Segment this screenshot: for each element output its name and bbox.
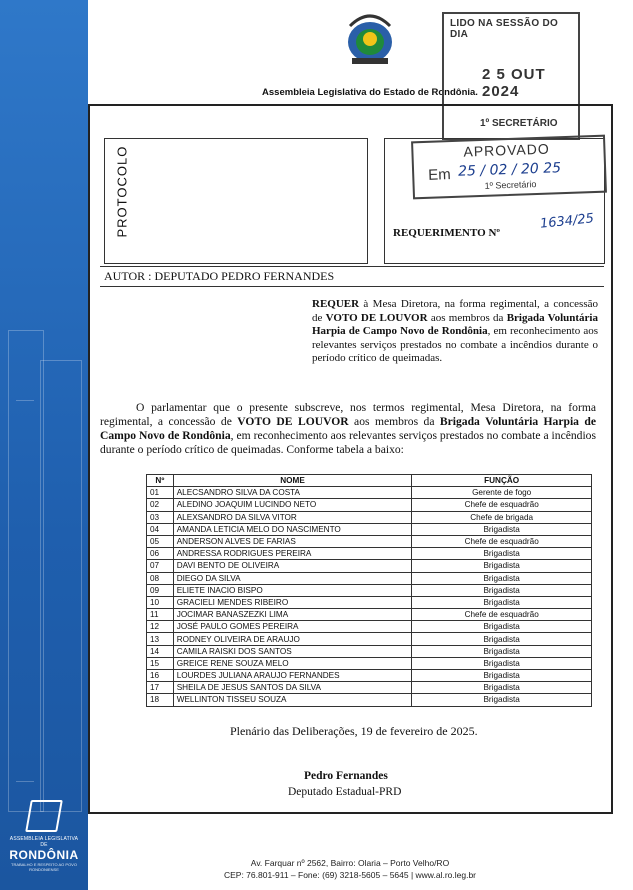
row-function: Chefe de esquadrão — [412, 499, 592, 511]
row-number: 08 — [147, 572, 174, 584]
row-function: Brigadista — [412, 596, 592, 608]
table-row — [147, 621, 592, 633]
document-frame — [88, 104, 613, 814]
table-row — [147, 572, 592, 584]
row-function: Brigadista — [412, 682, 592, 694]
footer-address: Av. Farquar nº 2562, Bairro: Olaria – Porto Velho/RO — [250, 858, 450, 868]
ale-ro-logo — [6, 800, 82, 872]
building-outline — [16, 400, 34, 782]
row-name: ALEXSANDRO DA SILVA VITOR — [173, 511, 412, 523]
body-paragraph — [100, 401, 596, 457]
row-function: Brigadista — [412, 633, 592, 645]
row-number: 17 — [147, 682, 174, 694]
logo-top-text: ASSEMBLEIA LEGISLATIVA DE — [9, 836, 79, 848]
requer-text-3: , em reconhecimento aos relevantes serviços prestados no combate a incêndios durante o período crítico de queimadas. — [312, 325, 598, 364]
row-name: JOSÉ PAULO GOMES PEREIRA — [173, 621, 412, 633]
aprovado-stamp — [411, 135, 607, 200]
table-row — [147, 487, 592, 499]
table-row — [147, 694, 592, 706]
row-name: DAVI BENTO DE OLIVEIRA — [173, 560, 412, 572]
row-number: 11 — [147, 609, 174, 621]
row-number: 03 — [147, 511, 174, 523]
row-name: LOURDES JULIANA ARAUJO FERNANDES — [173, 670, 412, 682]
state-crest-icon — [340, 6, 400, 68]
requer-lead: REQUER — [312, 298, 360, 310]
body-text-3: , em reconhecimento aos relevantes serviços prestados no combate a incêndios durante o período crítico de queimadas. Conforme tabela a baixo: — [100, 429, 596, 456]
row-number: 12 — [147, 621, 174, 633]
body-voto: VOTO DE LOUVOR — [237, 415, 349, 428]
row-function: Brigadista — [412, 645, 592, 657]
table-row — [147, 682, 592, 694]
table-row — [147, 584, 592, 596]
requer-voto: VOTO DE LOUVOR — [325, 311, 428, 324]
row-name: GRACIELI MENDES RIBEIRO — [173, 596, 412, 608]
row-function: Chefe de brigada — [412, 511, 592, 523]
row-function: Chefe de esquadrão — [412, 609, 592, 621]
table-row — [147, 645, 592, 657]
protocol-label: PROTOCOLO — [114, 145, 130, 238]
row-name: RODNEY OLIVEIRA DE ARAUJO — [173, 633, 412, 645]
table-row — [147, 499, 592, 511]
protocol-box — [104, 138, 368, 264]
table-row — [147, 633, 592, 645]
row-name: DIEGO DA SILVA — [173, 572, 412, 584]
row-name: AMANDA LETICIA MELO DO NASCIMENTO — [173, 523, 412, 535]
row-number: 13 — [147, 633, 174, 645]
logo-tagline: TRABALHO E RESPEITO AO POVO RONDONIENSE — [11, 862, 77, 872]
row-number: 15 — [147, 657, 174, 669]
logo-name: RONDÔNIA — [9, 848, 79, 862]
header-number: Nº — [147, 475, 174, 487]
row-name: ANDERSON ALVES DE FARIAS — [173, 535, 412, 547]
aprovado-prefix: Em — [427, 166, 452, 184]
row-name: ANDRESSA RODRIGUES PEREIRA — [173, 548, 412, 560]
row-number: 18 — [147, 694, 174, 706]
row-number: 09 — [147, 584, 174, 596]
requer-paragraph — [312, 298, 598, 366]
plenario-date: Plenário das Deliberações, 19 de fevereiro de 2025. — [230, 724, 478, 738]
row-number: 07 — [147, 560, 174, 572]
footer-contact: CEP: 76.801-911 – Fone: (69) 3218-5605 – 5645 | www.al.ro.leg.br — [223, 870, 476, 880]
author-line: AUTOR : DEPUTADO PEDRO FERNANDES — [100, 266, 604, 287]
body-text-2: aos membros da — [348, 415, 440, 428]
members-table — [146, 474, 592, 707]
row-name: WELLINTON TISSEU SOUZA — [173, 694, 412, 706]
row-number: 10 — [147, 596, 174, 608]
signature-role: Deputado Estadual-PRD — [288, 786, 402, 798]
body-text-1: O parlamentar que o presente subscreve, nos termos regimental, Mesa Diretora, na forma regimental, a concessão de — [100, 401, 596, 428]
signature-name: Pedro Fernandes — [304, 770, 388, 782]
header-function: FUNÇÃO — [412, 475, 592, 487]
row-name: JOCIMAR BANASZEZKI LIMA — [173, 609, 412, 621]
header-name: NOME — [173, 475, 412, 487]
row-name: SHEILA DE JESUS SANTOS DA SILVA — [173, 682, 412, 694]
row-number: 01 — [147, 487, 174, 499]
table-row — [147, 609, 592, 621]
aprovado-title: APROVADO — [463, 140, 550, 160]
row-function: Brigadista — [412, 670, 592, 682]
ale-building-icon — [25, 800, 63, 832]
row-name: ALEDINO JOAQUIM LUCINDO NETO — [173, 499, 412, 511]
body-brigada: Brigada Voluntária Harpia de Campo Novo de Rondônia — [100, 415, 596, 442]
building-outline — [40, 360, 82, 812]
row-function: Chefe de esquadrão — [412, 535, 592, 547]
row-function: Brigadista — [412, 548, 592, 560]
row-name: ALECSANDRO SILVA DA COSTA — [173, 487, 412, 499]
row-number: 05 — [147, 535, 174, 547]
row-function: Brigadista — [412, 621, 592, 633]
table-header-row — [147, 475, 592, 487]
row-function: Brigadista — [412, 584, 592, 596]
requer-text-2: aos membros da — [427, 311, 507, 324]
table-row — [147, 657, 592, 669]
row-function: Brigadista — [412, 572, 592, 584]
requerimento-number: 1634/25 — [539, 211, 595, 232]
row-number: 04 — [147, 523, 174, 535]
table-row — [147, 535, 592, 547]
row-number: 02 — [147, 499, 174, 511]
row-function: Brigadista — [412, 694, 592, 706]
row-function: Brigadista — [412, 560, 592, 572]
table-row — [147, 670, 592, 682]
table-row — [147, 523, 592, 535]
lido-stamp-title: LIDO NA SESSÃO DO DIA — [450, 18, 559, 40]
aprovado-date: 25 / 02 / 20 25 — [457, 160, 562, 180]
institution-name: Assembleia Legislativa do Estado de Rondônia. — [262, 87, 478, 98]
requer-brigada: Brigada Voluntária Harpia de Campo Novo de Rondônia — [312, 311, 598, 337]
lido-stamp-secretary: 1º SECRETÁRIO — [480, 118, 558, 129]
row-name: GREICE RENE SOUZA MELO — [173, 657, 412, 669]
row-name: CAMILA RAISKI DOS SANTOS — [173, 645, 412, 657]
table-row — [147, 596, 592, 608]
row-function: Gerente de fogo — [412, 487, 592, 499]
left-sidebar-banner — [0, 0, 88, 890]
footer — [200, 857, 500, 881]
table-row — [147, 511, 592, 523]
row-number: 14 — [147, 645, 174, 657]
requerimento-label: REQUERIMENTO Nº — [393, 227, 501, 239]
row-name: ELIETE INACIO BISPO — [173, 584, 412, 596]
row-number: 16 — [147, 670, 174, 682]
table-row — [147, 560, 592, 572]
row-number: 06 — [147, 548, 174, 560]
table-row — [147, 548, 592, 560]
aprovado-secretary: 1º Secretário — [484, 179, 537, 191]
row-function: Brigadista — [412, 657, 592, 669]
row-function: Brigadista — [412, 523, 592, 535]
lido-stamp-date: 2 5 OUT 2024 — [482, 66, 546, 100]
requer-text-1: à Mesa Diretora, na forma regimental, a concessão de — [312, 298, 598, 324]
